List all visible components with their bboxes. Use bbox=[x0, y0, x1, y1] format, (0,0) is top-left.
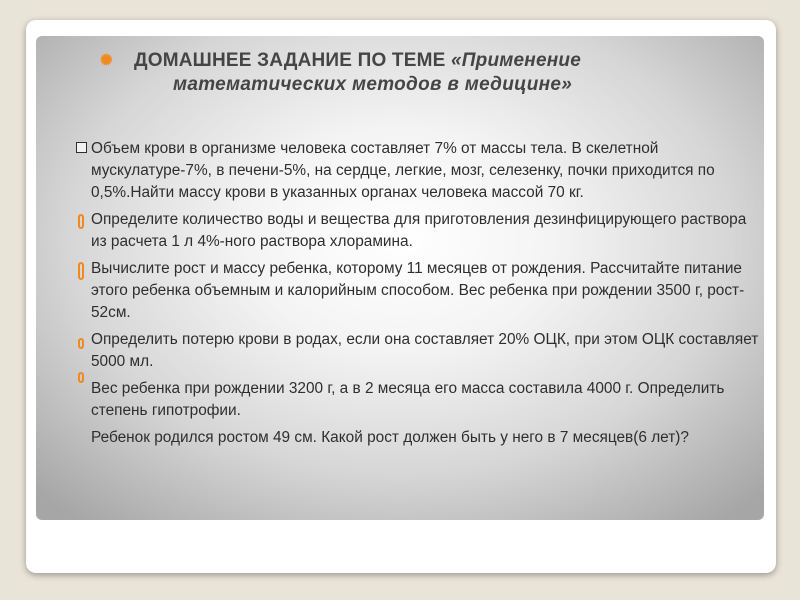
task-item bbox=[72, 427, 762, 449]
task-text: Вычислите рост и массу ребенка, которому 11 месяцев от рождения. Рассчитайте питание этого ребенка объемным и калорийным способом. Вес ребенка при рождении 3500 г, рост- 52см. bbox=[91, 260, 745, 321]
task-item bbox=[72, 329, 762, 373]
orange-bullet-icon bbox=[78, 372, 84, 383]
task-text: Определить потерю крови в родах, если она составляет 20% ОЦК, при этом ОЦК составляет 5000 мл. bbox=[91, 331, 759, 370]
title-italic: «Применение bbox=[451, 50, 581, 71]
checkbox-bullet-icon bbox=[76, 142, 87, 153]
orange-bullet-icon bbox=[78, 262, 84, 280]
task-item bbox=[72, 138, 762, 204]
orange-bullet-icon bbox=[78, 214, 84, 229]
sun-bullet-icon: ✺ bbox=[100, 52, 113, 69]
task-item bbox=[72, 258, 762, 324]
task-item bbox=[72, 378, 762, 422]
title-plain: ДОМАШНЕЕ ЗАДАНИЕ ПО ТЕМЕ bbox=[134, 50, 451, 71]
task-text: Объем крови в организме человека составляет 7% от массы тела. В скелетной мускулатуре-7%, в печени-5%, на сердце, легкие, мозг, селезенку, почки приходится по 0,5%.Найти массу крови в указанных органах человека массой 70 кг. bbox=[91, 140, 715, 201]
task-item bbox=[72, 209, 762, 253]
task-text: Вес ребенка при рождении 3200 г, а в 2 месяца его масса составила 4000 г. Определить степень гипотрофии. bbox=[91, 380, 725, 419]
orange-bullet-icon bbox=[78, 338, 84, 349]
task-text: Определите количество воды и вещества для приготовления дезинфицирующего раствора из расчета 1 л 4%-ного раствора хлорамина. bbox=[91, 211, 747, 250]
title-line-2: математических методов в медицине» bbox=[173, 74, 573, 95]
title-line-1 bbox=[134, 50, 581, 72]
task-text: Ребенок родился ростом 49 см. Какой рост должен быть у него в 7 месяцев(6 лет)? bbox=[91, 429, 689, 446]
task-list bbox=[72, 138, 762, 454]
